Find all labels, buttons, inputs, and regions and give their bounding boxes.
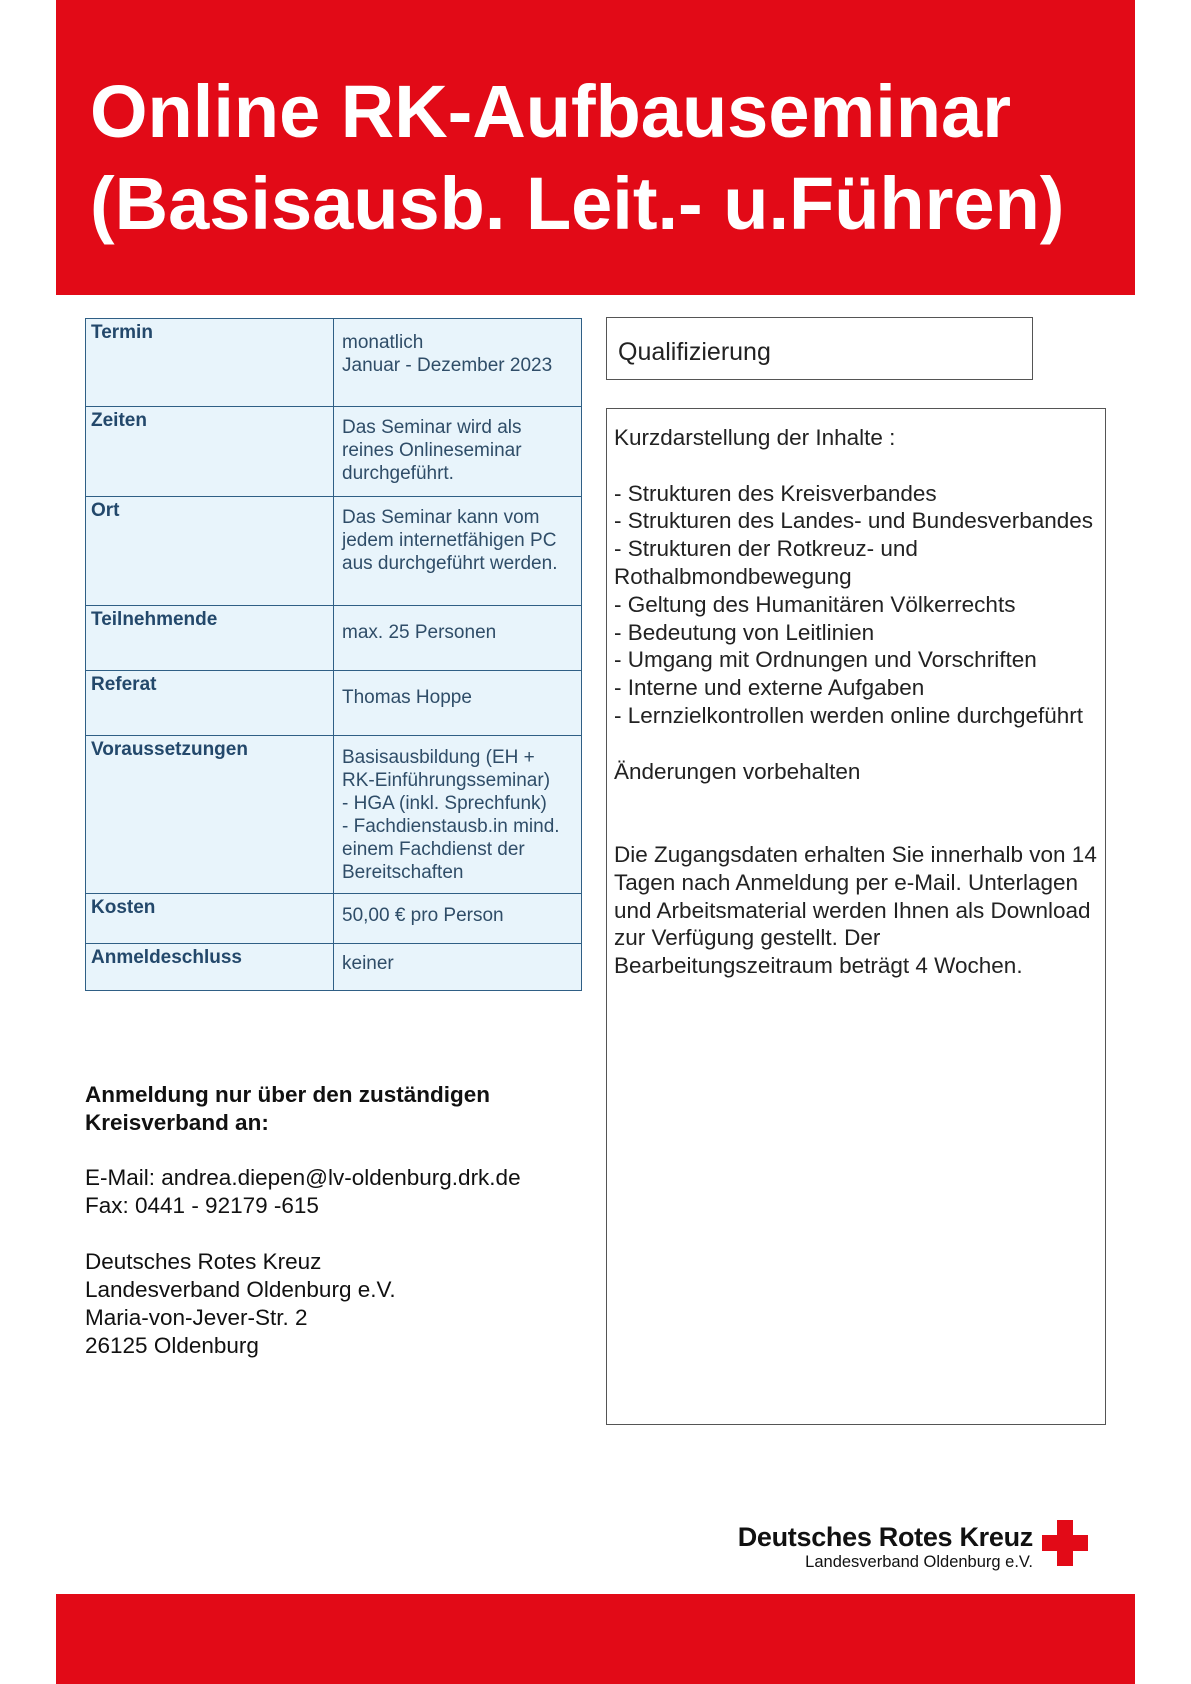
row-value-anmeldeschluss: keiner — [334, 944, 582, 991]
table-row — [86, 736, 582, 894]
org-street: Maria-von-Jever-Str. 2 — [85, 1305, 308, 1330]
drk-logo — [712, 1515, 1092, 1575]
list-item: - Lernzielkontrollen werden online durchgeführt — [614, 702, 1084, 728]
table-row — [86, 606, 582, 671]
title-line-2: (Basisausb. Leit.- u.Führen) — [90, 162, 1065, 245]
red-cross-icon — [1042, 1520, 1088, 1566]
page-title — [90, 66, 1130, 250]
row-label-zeiten: Zeiten — [86, 407, 334, 497]
table-row — [86, 944, 582, 991]
list-item: - Umgang mit Ordnungen und Vorschriften — [614, 647, 1037, 673]
contact-email: E-Mail: andrea.diepen@lv-oldenburg.drk.de — [85, 1165, 521, 1190]
list-item: - Bedeutung von Leitlinien — [614, 619, 875, 645]
row-label-termin: Termin — [86, 319, 334, 407]
list-item: - Geltung des Humanitären Völkerrechts — [614, 591, 1016, 617]
content-intro: Kurzdarstellung der Inhalte : — [614, 425, 896, 450]
table-row — [86, 319, 582, 407]
list-item: - Strukturen des Landes- und Bundesverbandes — [614, 508, 1094, 534]
access-info-text: Die Zugangsdaten erhalten Sie innerhalb von 14 Tagen nach Anmeldung per e-Mail. Unterlagen und Arbeitsmaterial werden Ihnen als Download zur Verfügung gestellt. Der Bearbeitungszeitraum beträgt 4 Wochen. — [614, 841, 1097, 979]
table-row — [86, 894, 582, 944]
row-value-zeiten: Das Seminar wird als reines Onlineseminar durchgeführt. — [334, 407, 582, 497]
list-item: - Strukturen der Rotkreuz- und Rothalbmondbewegung — [614, 536, 918, 589]
row-value-kosten: 50,00 € pro Person — [334, 894, 582, 944]
footer-band — [56, 1594, 1135, 1684]
row-label-voraussetzungen: Voraussetzungen — [86, 736, 334, 894]
row-value-termin: monatlich Januar - Dezember 2023 — [334, 319, 582, 407]
contact-block — [85, 1164, 605, 1360]
org-unit: Landesverband Oldenburg e.V. — [85, 1277, 396, 1302]
row-label-anmeldeschluss: Anmeldeschluss — [86, 944, 334, 991]
logo-name: Deutsches Rotes Kreuz — [737, 1522, 1033, 1552]
logo-subtitle: Landesverband Oldenburg e.V. — [805, 1553, 1033, 1571]
seminar-info-table — [85, 318, 582, 991]
content-summary-box — [606, 408, 1106, 1425]
list-item: - Interne und externe Aufgaben — [614, 675, 925, 701]
row-label-ort: Ort — [86, 497, 334, 606]
table-row — [86, 671, 582, 736]
table-row — [86, 407, 582, 497]
row-value-ort: Das Seminar kann vom jedem internetfähigen PC aus durchgeführt werden. — [334, 497, 582, 606]
title-line-1: Online RK-Aufbauseminar — [90, 70, 1011, 153]
row-label-referat: Referat — [86, 671, 334, 736]
org-name: Deutsches Rotes Kreuz — [85, 1249, 322, 1274]
table-row — [86, 497, 582, 606]
row-label-teilnehmende: Teilnehmende — [86, 606, 334, 671]
org-city: 26125 Oldenburg — [85, 1333, 259, 1358]
contact-fax: Fax: 0441 - 92179 -615 — [85, 1193, 319, 1218]
notice-text: Änderungen vorbehalten — [614, 758, 861, 784]
content-list — [614, 480, 1098, 730]
row-label-kosten: Kosten — [86, 894, 334, 944]
list-item: - Strukturen des Kreisverbandes — [614, 480, 937, 506]
registration-heading: Anmeldung nur über den zuständigen Kreisverband an: — [85, 1082, 490, 1135]
category-label: Qualifizierung — [618, 338, 771, 366]
row-value-voraussetzungen: Basisausbildung (EH + RK-Einführungsseminar) - HGA (inkl. Sprechfunk) - Fachdienstausb.in mind. einem Fachdienst der Bereitschaften — [334, 736, 582, 894]
row-value-teilnehmende: max. 25 Personen — [334, 606, 582, 671]
category-box — [606, 317, 1033, 380]
row-value-referat: Thomas Hoppe — [334, 671, 582, 736]
